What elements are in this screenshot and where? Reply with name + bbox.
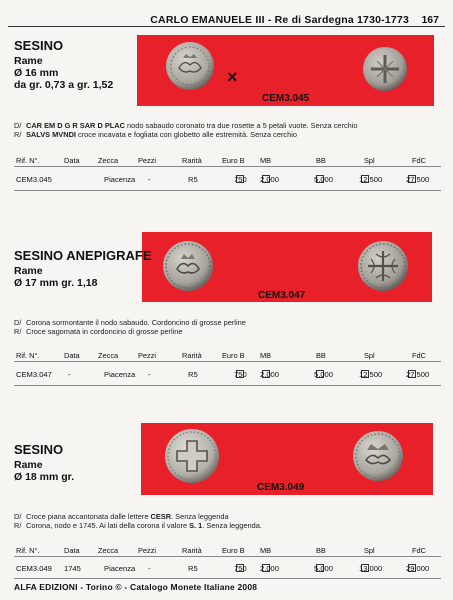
coin-obverse-image xyxy=(162,240,214,292)
coin-obverse-image xyxy=(164,428,220,484)
table-header: Rif. N°. Data Zecca Pezzi Rarità Euro B MB BB Spl FdC xyxy=(16,156,426,165)
table-row: CEM3.047 - Piacenza - R5 750 2.000 5.000 12.500 27.500 xyxy=(16,370,430,379)
table-rule xyxy=(14,385,441,386)
obverse-description: D/ CAR EM D G R SAR D PLAC nodo sabaudo coronato tra due rosette a 5 petali vuote. Senza cerchio xyxy=(14,121,358,130)
coin-metal: Rame xyxy=(14,55,43,67)
table-rule xyxy=(14,556,441,557)
coin-diameter-weight: Ø 17 mm gr. 1,18 xyxy=(14,277,98,289)
table-rule xyxy=(14,361,441,362)
catalog-code: CEM3.049 xyxy=(257,482,305,493)
coin-title: SESINO xyxy=(14,442,64,457)
coin-reverse-image xyxy=(352,430,404,482)
header-rule xyxy=(8,26,445,27)
table-row: CEM3.045 Piacenza - R5 750 2.000 5.000 12.500 27.500 xyxy=(16,175,430,184)
reverse-description: R/ Croce sagomata in cordoncino di grosse perline xyxy=(14,327,183,336)
coin-weight: da gr. 0,73 a gr. 1,52 xyxy=(14,79,114,91)
coin-obverse-image xyxy=(165,41,215,91)
obverse-description: D/ Croce piana accantonata dalle lettere CESR. Senza leggenda xyxy=(14,512,229,521)
table-header: Rif. N°. Data Zecca Pezzi Rarità Euro B MB BB Spl FdC xyxy=(16,351,426,360)
running-title: CARLO EMANUELE III - Re di Sardegna 1730-1773 xyxy=(150,14,409,26)
coin-metal: Rame xyxy=(14,459,43,471)
obverse-description: D/ Corona sormontante il nodo sabaudo. Cordoncino di grosse perline xyxy=(14,318,246,327)
table-row: CEM3.049 1745 Piacenza - R5 750 2.000 5.000 13.000 29.000 xyxy=(16,564,430,573)
coin-diameter-weight: Ø 18 mm gr. xyxy=(14,471,75,483)
coin-title: SESINO xyxy=(14,38,64,53)
coin-reverse-image xyxy=(357,240,409,292)
table-rule xyxy=(14,578,441,579)
coin-description xyxy=(14,512,443,530)
reverse-description: R/ SALVS MVNDI croce incavata e fogliata con globetto alle estremità. Senza cerchio xyxy=(14,130,297,139)
page-footer: ALFA EDIZIONI - Torino © - Catalogo Monete Italiane 2008 xyxy=(14,582,258,592)
coin-metal: Rame xyxy=(14,265,43,277)
coin-reverse-image xyxy=(362,46,408,92)
coin-title: SESINO ANEPIGRAFE xyxy=(14,248,152,263)
table-rule xyxy=(14,166,441,167)
coin-diameter: Ø 16 mm xyxy=(14,67,59,79)
table-header: Rif. N°. Data Zecca Pezzi Rarità Euro B MB BB Spl FdC xyxy=(16,546,426,555)
catalog-code: CEM3.047 xyxy=(258,290,306,301)
coin-description xyxy=(14,318,443,336)
table-rule xyxy=(14,190,441,191)
cross-mark-icon: × xyxy=(227,67,238,87)
reverse-description: R/ Corona, nodo e 1745. Ai lati della corona il valore S. 1. Senza leggenda. xyxy=(14,521,262,530)
page-number: 167 xyxy=(421,14,439,26)
coin-description xyxy=(14,121,443,139)
catalog-code: CEM3.045 xyxy=(262,93,310,104)
